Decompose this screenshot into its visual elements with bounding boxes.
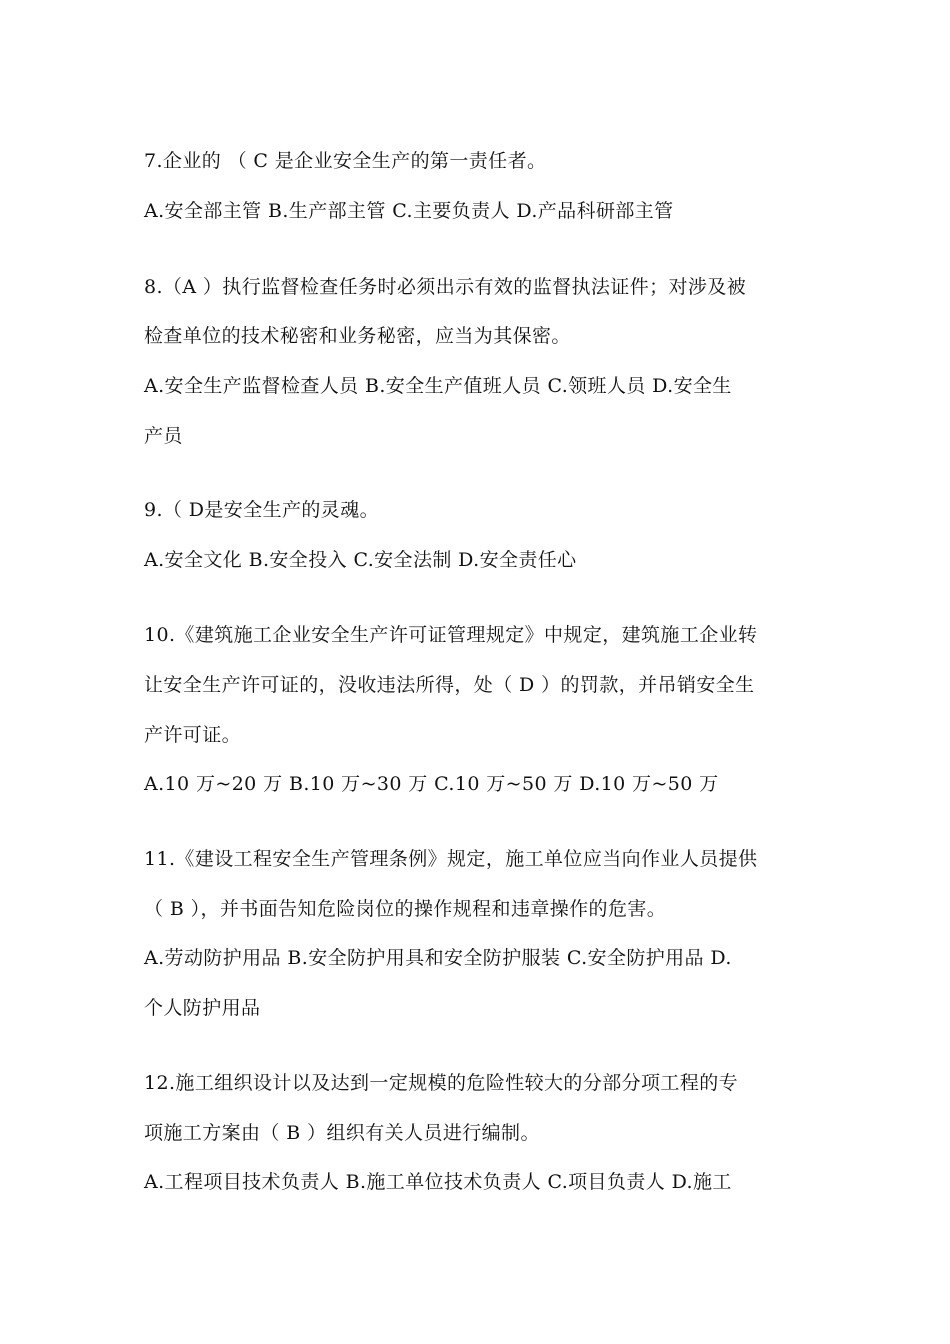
question-10-stem-line-3: 产许可证。 (144, 724, 242, 746)
question-10-stem-line-2: 让安全生产许可证的，没收违法所得，处（ D ）的罚款，并吊销安全生 (144, 674, 755, 696)
question-8-stem-line-2: 检查单位的技术秘密和业务秘密，应当为其保密。 (144, 325, 571, 347)
question-9-options-line-1: A.安全文化 B.安全投入 C.安全法制 D.安全责任心 (144, 549, 577, 571)
question-11-stem-line-2: （ B ），并书面告知危险岗位的操作规程和违章操作的危害。 (144, 898, 667, 920)
question-7-stem-line-1: 7.企业的 （ C 是企业安全生产的第一责任者。 (144, 150, 547, 172)
question-12-stem-line-1: 12.施工组织设计以及达到一定规模的危险性较大的分部分项工程的专 (144, 1072, 739, 1094)
question-7-options-line-1: A.安全部主管 B.生产部主管 C.主要负责人 D.产品科研部主管 (144, 200, 674, 222)
question-11-options-line-1: A.劳动防护用品 B.安全防护用具和安全防护服装 C.安全防护用品 D. (144, 947, 732, 969)
question-8-options-line-1: A.安全生产监督检查人员 B.安全生产值班人员 C.领班人员 D.安全生 (144, 375, 732, 397)
question-8-options-line-2: 产员 (144, 425, 183, 447)
question-10-stem-line-1: 10.《建筑施工企业安全生产许可证管理规定》中规定，建筑施工企业转 (144, 624, 758, 646)
question-11-stem-line-1: 11.《建设工程安全生产管理条例》规定，施工单位应当向作业人员提供 (144, 848, 758, 870)
question-12-stem-line-2: 项施工方案由（ B ）组织有关人员进行编制。 (144, 1122, 540, 1144)
question-8-stem-line-1: 8.（A ）执行监督检查任务时必须出示有效的监督执法证件；对涉及被 (144, 276, 747, 298)
question-10-options-line-1: A.10 万~20 万 B.10 万~30 万 C.10 万~50 万 D.10 万~50 万 (144, 773, 719, 795)
question-9-stem-line-1: 9.（ D是安全生产的灵魂。 (144, 499, 380, 521)
question-11-options-line-2: 个人防护用品 (144, 997, 261, 1019)
question-12-options-line-1: A.工程项目技术负责人 B.施工单位技术负责人 C.项目负责人 D.施工 (144, 1171, 732, 1193)
